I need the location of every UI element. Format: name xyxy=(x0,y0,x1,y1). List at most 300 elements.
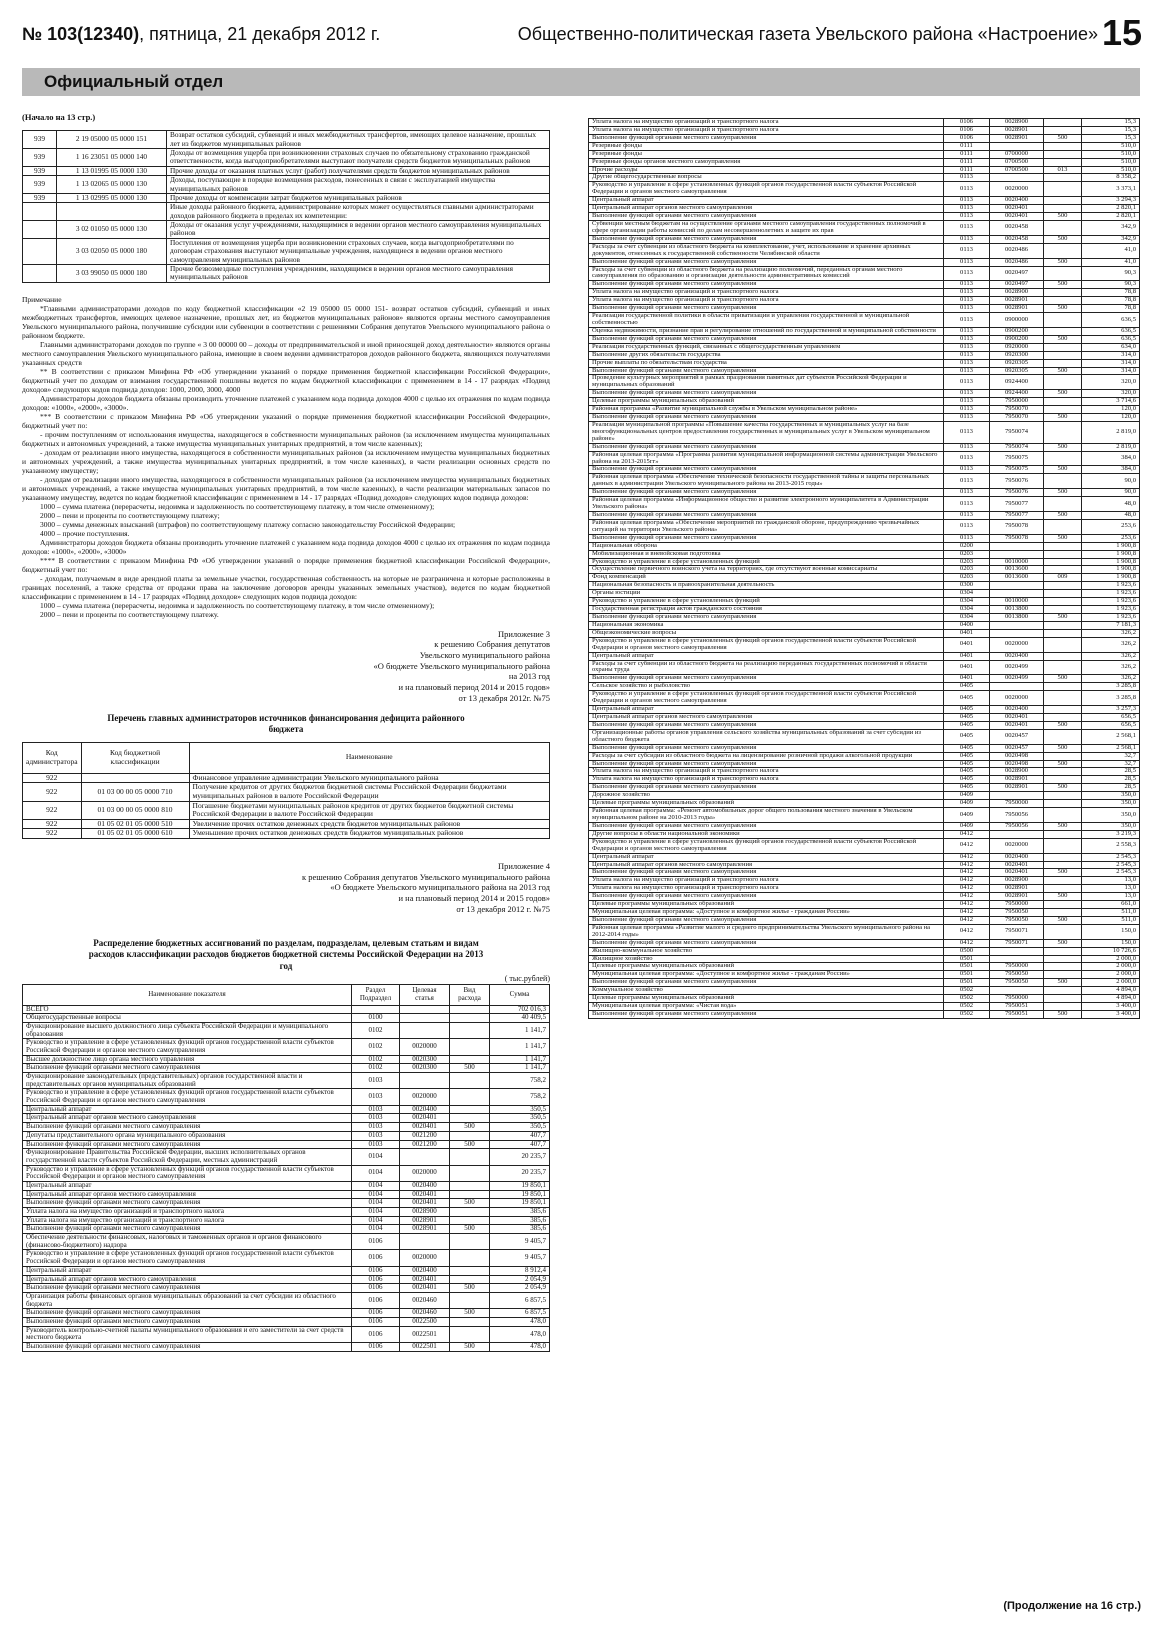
table-row xyxy=(589,534,1140,542)
sum-cell: 1 141,7 xyxy=(490,1055,550,1064)
header-name: Наименование xyxy=(189,742,549,773)
type-cell xyxy=(1044,174,1082,182)
name-cell: Уменьшение прочих остатков денежных средств бюджетов муниципальных районов xyxy=(189,829,549,839)
target-cell xyxy=(990,621,1044,629)
target-cell: 0020401 xyxy=(990,205,1044,213)
table-row xyxy=(589,939,1140,947)
target-cell xyxy=(400,1073,450,1089)
indicator-cell: ВСЕГО xyxy=(23,1005,352,1014)
target-cell: 7950000 xyxy=(990,800,1044,808)
section-cell: 0304 xyxy=(944,606,990,614)
target-cell: 0020486 xyxy=(990,258,1044,266)
type-cell xyxy=(1044,289,1082,297)
type-cell xyxy=(1044,706,1082,714)
right-column xyxy=(588,118,1140,1019)
type-cell xyxy=(1044,660,1082,675)
section-cell: 0304 xyxy=(944,614,990,622)
sum-cell: 478,0 xyxy=(490,1317,550,1326)
section-cell: 0113 xyxy=(944,205,990,213)
section-cell: 0401 xyxy=(944,652,990,660)
table-row xyxy=(589,158,1140,166)
type-cell: 500 xyxy=(1044,258,1082,266)
table-row xyxy=(589,150,1140,158)
sum-cell: 1 141,7 xyxy=(490,1064,550,1073)
type-cell xyxy=(1044,629,1082,637)
target-cell xyxy=(990,542,1044,550)
sum-cell: 2 545,3 xyxy=(1082,853,1140,861)
target-cell: 0020400 xyxy=(990,197,1044,205)
table-row xyxy=(589,343,1140,351)
appendix-line: на 2013 год xyxy=(508,671,550,682)
table-row xyxy=(23,1089,550,1105)
table-row xyxy=(589,474,1140,489)
sum-cell: 19 850,1 xyxy=(490,1181,550,1190)
sum-cell: 350,5 xyxy=(490,1123,550,1132)
indicator-cell: Сельское хозяйство и рыболовство xyxy=(589,683,944,691)
appendix-3-header xyxy=(22,629,550,703)
sum-cell: 1 900,8 xyxy=(1082,574,1140,582)
indicator-cell: Уплата налога на имущество организаций и транспортного налога xyxy=(589,297,944,305)
indicator-cell: Резервные фонды xyxy=(589,150,944,158)
sum-cell: 1 923,6 xyxy=(1082,614,1140,622)
type-cell xyxy=(1044,987,1082,995)
footnote-paragraph: Администраторы доходов бюджета обязаны производить уточнение платежей с указанием кода подвида доходов 4000 с целью их отражения по кодам подвида доходов: «1000», «2000», «3000». xyxy=(22,393,550,412)
section-cell: 0203 xyxy=(944,566,990,574)
target-cell: 7950071 xyxy=(990,939,1044,947)
sum-cell: 661,0 xyxy=(1082,901,1140,909)
section-cell: 0111 xyxy=(944,166,990,174)
indicator-cell: Реализация государственных функций, связанных с общегосударственным управлением xyxy=(589,343,944,351)
target-cell: 0020400 xyxy=(990,652,1044,660)
type-cell: 500 xyxy=(1044,414,1082,422)
section-cell: 0106 xyxy=(944,126,990,134)
sum-cell: 20 235,7 xyxy=(490,1165,550,1181)
indicator-cell: Руководство и управление в сфере установленных функций органов государственной власти субъектов Российской Федерации и органов местного самоуправления xyxy=(589,637,944,652)
description-cell: Доходы от возмещения ущерба при возникновении страховых случаев по обязательному страхованию гражданской ответственности, когда выгодоприобретателями выступают получатели средств бюджетов муниципальных районов xyxy=(167,148,550,166)
type-cell: 500 xyxy=(1044,614,1082,622)
indicator-cell: Выполнение функций органами местного самоуправления xyxy=(589,721,944,729)
indicator-cell: Уплата налога на имущество организаций и транспортного налога xyxy=(23,1216,352,1225)
section-cell: 0405 xyxy=(944,706,990,714)
section-cell: 0104 xyxy=(352,1225,400,1234)
section-cell: 0412 xyxy=(944,909,990,917)
sum-cell: 41,0 xyxy=(1082,243,1140,258)
section-cell: 0113 xyxy=(944,489,990,497)
sum-cell: 253,6 xyxy=(1082,534,1140,542)
target-cell: 7950074 xyxy=(990,421,1044,443)
section-cell: 0103 xyxy=(352,1073,400,1089)
note-title: Примечание xyxy=(22,294,62,304)
section-cell: 0103 xyxy=(352,1131,400,1140)
sum-cell: 1 900,8 xyxy=(1082,558,1140,566)
admin-code-cell: 922 xyxy=(23,773,82,783)
indicator-cell: Выполнение функций органами местного самоуправления xyxy=(589,534,944,542)
indicator-cell: Расходы за счет субвенции из областного бюджета на реализацию полномочий, переданных органам местного самоуправления по образованию и организации деятельности административных комиссий xyxy=(589,266,944,281)
type-cell: 500 xyxy=(1044,213,1082,221)
type-cell xyxy=(1044,768,1082,776)
type-cell: 500 xyxy=(450,1199,490,1208)
sum-cell: 510,0 xyxy=(1082,142,1140,150)
expenses-table-right xyxy=(588,118,1140,1019)
type-cell xyxy=(1044,519,1082,534)
section-cell: 0401 xyxy=(944,660,990,675)
table-row xyxy=(23,1039,550,1055)
indicator-cell: Выполнение функций органами местного самоуправления xyxy=(589,744,944,752)
section-cell: 0412 xyxy=(944,901,990,909)
type-cell xyxy=(1044,853,1082,861)
description-cell: Возврат остатков субсидий, субвенций и иных межбюджетных трансфертов, имеющих целевое назначение, прошлых лет из бюджетов муниципальных районов xyxy=(167,131,550,149)
target-cell: 0020300 xyxy=(400,1064,450,1073)
target-cell: 0010000 xyxy=(990,558,1044,566)
name-cell: Получение кредитов от других бюджетов бюджетной системы Российской Федерации бюджетами муниципальных районов в валюте Российской Федерации xyxy=(189,783,549,801)
sum-cell: 350,5 xyxy=(490,1114,550,1123)
target-cell: 7950000 xyxy=(990,398,1044,406)
sum-cell: 253,6 xyxy=(1082,519,1140,534)
section-cell: 0113 xyxy=(944,235,990,243)
sum-cell: 1 141,7 xyxy=(490,1039,550,1055)
target-cell: 0013800 xyxy=(990,606,1044,614)
indicator-cell: Центральный аппарат xyxy=(23,1105,352,1114)
target-cell: 0020457 xyxy=(990,729,1044,744)
target-cell: 7950050 xyxy=(990,971,1044,979)
table-row xyxy=(589,519,1140,534)
indicator-cell: Выполнение функций органами местного самоуправления xyxy=(589,335,944,343)
header-target: Целевая статья xyxy=(400,984,450,1005)
indicator-cell: Уплата налога на имущество организаций и транспортного налога xyxy=(589,119,944,127)
type-cell: 500 xyxy=(1044,916,1082,924)
section-cell: 0113 xyxy=(944,258,990,266)
footnote-paragraph: 2000 – пени и проценты по соответствующему платежу. xyxy=(40,609,219,619)
target-cell: 7950056 xyxy=(990,822,1044,830)
table-row xyxy=(589,220,1140,235)
type-cell xyxy=(1044,582,1082,590)
type-cell xyxy=(1044,343,1082,351)
sum-cell: 511,0 xyxy=(1082,909,1140,917)
indicator-cell: Общеэкономические вопросы xyxy=(589,629,944,637)
sum-cell: 342,9 xyxy=(1082,220,1140,235)
admin-code-cell: 939 xyxy=(23,176,57,194)
indicator-cell: Уплата налога на имущество организаций и транспортного налога xyxy=(589,776,944,784)
section-cell: 0401 xyxy=(944,637,990,652)
table-row xyxy=(23,1181,550,1190)
section-cell: 0113 xyxy=(944,443,990,451)
type-cell: 500 xyxy=(1044,869,1082,877)
indicator-cell: Другие общегосударственные вопросы xyxy=(589,174,944,182)
target-cell: 0028901 xyxy=(990,134,1044,142)
sum-cell: 1 923,6 xyxy=(1082,606,1140,614)
section-band xyxy=(22,68,1140,96)
type-cell: 500 xyxy=(1044,822,1082,830)
sum-cell: 2 000,0 xyxy=(1082,963,1140,971)
target-cell: 7950056 xyxy=(990,808,1044,823)
target-cell: 7950074 xyxy=(990,443,1044,451)
target-cell: 0700500 xyxy=(990,158,1044,166)
target-cell xyxy=(990,582,1044,590)
target-cell xyxy=(990,142,1044,150)
target-cell: 0020498 xyxy=(990,752,1044,760)
type-cell xyxy=(1044,621,1082,629)
target-cell: 0924400 xyxy=(990,390,1044,398)
indicator-cell: Муниципальная целевая программа: «Чистая вода» xyxy=(589,1003,944,1011)
section-cell: 0106 xyxy=(352,1266,400,1275)
target-cell: 0028900 xyxy=(990,289,1044,297)
type-cell xyxy=(1044,792,1082,800)
sum-cell: 478,0 xyxy=(490,1326,550,1342)
indicator-cell: Выполнение функций органами местного самоуправления xyxy=(23,1343,352,1352)
target-cell xyxy=(400,1022,450,1038)
target-cell: 0020499 xyxy=(990,675,1044,683)
sum-cell: 314,0 xyxy=(1082,359,1140,367)
footnotes xyxy=(22,295,550,619)
sum-cell: 326,2 xyxy=(1082,660,1140,675)
budget-code-cell xyxy=(81,773,189,783)
sum-cell: 8 358,2 xyxy=(1082,174,1140,182)
type-cell xyxy=(1044,542,1082,550)
target-cell: 0021200 xyxy=(400,1131,450,1140)
type-cell: 500 xyxy=(1044,281,1082,289)
target-cell: 0020401 xyxy=(400,1123,450,1132)
section-cell: 0405 xyxy=(944,729,990,744)
sum-cell: 1 923,6 xyxy=(1082,582,1140,590)
indicator-cell: Функционирование высшего должностного лица субъекта Российской Федерации и муниципального образования xyxy=(23,1022,352,1038)
table-row xyxy=(589,258,1140,266)
indicator-cell: Руководство и управление в сфере установленных функций органов государственной власти субъектов Российской Федерации и органов местного самоуправления xyxy=(589,691,944,706)
footnote-paragraph: 3000 – суммы денежных взысканий (штрафов) по соответствующему платежу согласно законодательству Российской Федерации; xyxy=(40,519,456,529)
type-cell: 500 xyxy=(1044,534,1082,542)
type-cell: 500 xyxy=(450,1284,490,1293)
type-cell xyxy=(1044,182,1082,197)
sum-cell: 78,8 xyxy=(1082,305,1140,313)
section-cell: 0104 xyxy=(352,1190,400,1199)
section-cell: 0113 xyxy=(944,327,990,335)
indicator-cell: Центральный аппарат органов местного самоуправления xyxy=(589,713,944,721)
indicator-cell: Районная целевая программа «Обеспечение мероприятий по гражданской обороне, предупреждению чрезвычайных ситуаций на территории Увельского района» xyxy=(589,519,944,534)
sum-cell: 32,7 xyxy=(1082,752,1140,760)
target-cell: 7950051 xyxy=(990,1003,1044,1011)
table-row xyxy=(589,784,1140,792)
indicator-cell: Национальная оборона xyxy=(589,542,944,550)
sum-cell: 326,2 xyxy=(1082,675,1140,683)
target-cell: 0020499 xyxy=(990,660,1044,675)
appendix-line: «О бюджете Увельского муниципального района xyxy=(373,660,550,671)
section-cell: 0104 xyxy=(352,1181,400,1190)
indicator-cell: Осуществление первичного воинского учета на территориях, где отсутствуют военные комиссариаты xyxy=(589,566,944,574)
target-cell: 0020000 xyxy=(990,637,1044,652)
section-cell: 0113 xyxy=(944,313,990,328)
target-cell: 0028900 xyxy=(990,119,1044,127)
indicator-cell: Прочие выплаты по обязательствам государства xyxy=(589,359,944,367)
sum-cell: 48,0 xyxy=(1082,512,1140,520)
section-cell: 0106 xyxy=(352,1317,400,1326)
section-cell: 0104 xyxy=(352,1149,400,1165)
section-cell: 0106 xyxy=(944,119,990,127)
type-cell xyxy=(450,1292,490,1308)
indicator-cell: Выполнение функций органами местного самоуправления xyxy=(23,1317,352,1326)
target-cell: 0020401 xyxy=(400,1114,450,1123)
type-cell xyxy=(1044,947,1082,955)
target-cell: 7950075 xyxy=(990,466,1044,474)
header-sum: Сумма xyxy=(490,984,550,1005)
admin-code-cell xyxy=(23,265,57,283)
indicator-cell: Функционирование законодательных (представительных) органов государственной власти и представительных органов муниципальных образований xyxy=(23,1073,352,1089)
table-row xyxy=(589,1011,1140,1019)
type-cell xyxy=(450,1105,490,1114)
section-cell: 0405 xyxy=(944,784,990,792)
section-cell: 0113 xyxy=(944,390,990,398)
sum-cell: 28,5 xyxy=(1082,776,1140,784)
target-cell xyxy=(990,683,1044,691)
sum-cell: 2 820,1 xyxy=(1082,213,1140,221)
header-admin-code: Код администратора xyxy=(23,742,82,773)
type-cell xyxy=(450,1181,490,1190)
indicator-cell: Центральный аппарат xyxy=(589,853,944,861)
section-cell: 0200 xyxy=(944,542,990,550)
section-cell: 0401 xyxy=(944,675,990,683)
indicator-cell: Руководство и управление в сфере установленных функций xyxy=(589,558,944,566)
indicator-cell: Выполнение функций органами местного самоуправления xyxy=(589,443,944,451)
sum-cell: 1 900,8 xyxy=(1082,566,1140,574)
sum-cell: 9 405,7 xyxy=(490,1234,550,1250)
indicator-cell: Дорожное хозяйство xyxy=(589,792,944,800)
target-cell: 7950075 xyxy=(990,451,1044,466)
table-row xyxy=(23,1343,550,1352)
type-cell xyxy=(1044,220,1082,235)
indicator-cell: Уплата налога на имущество организаций и транспортного налога xyxy=(589,885,944,893)
sum-cell: 407,7 xyxy=(490,1131,550,1140)
type-cell xyxy=(450,1022,490,1038)
target-cell: 0013600 xyxy=(990,574,1044,582)
sum-cell: 636,5 xyxy=(1082,313,1140,328)
budget-code-cell: 1 16 23051 05 0000 140 xyxy=(57,148,167,166)
indicator-cell: Жилищно-коммунальное хозяйство xyxy=(589,947,944,955)
target-cell: 0020401 xyxy=(990,713,1044,721)
type-cell: 500 xyxy=(1044,893,1082,901)
target-cell: 0022500 xyxy=(400,1317,450,1326)
indicator-cell: Целевые программы муниципальных образований xyxy=(589,901,944,909)
sum-cell: 15,3 xyxy=(1082,119,1140,127)
table-row xyxy=(589,142,1140,150)
type-cell xyxy=(1044,497,1082,512)
appendix-3-title: Перечень главных администраторов источников финансирования дефицита районного бюджета xyxy=(107,713,465,735)
table-row xyxy=(589,351,1140,359)
type-cell xyxy=(450,1039,490,1055)
section-cell: 0502 xyxy=(944,1011,990,1019)
indicator-cell: Руководитель контрольно-счетной палаты муниципального образования и его заместители за счет средств местного бюджета xyxy=(23,1326,352,1342)
type-cell: 500 xyxy=(450,1064,490,1073)
masthead xyxy=(22,12,1142,62)
type-cell xyxy=(1044,901,1082,909)
indicator-cell: Обеспечение деятельности финансовых, налоговых и таможенных органов и органов финансового (финансово-бюджетного) надзора xyxy=(23,1234,352,1250)
type-cell: 500 xyxy=(450,1225,490,1234)
indicator-cell: Центральный аппарат органов местного самоуправления xyxy=(589,861,944,869)
section-cell: 0412 xyxy=(944,939,990,947)
sum-cell: 350,0 xyxy=(1082,792,1140,800)
sum-cell: 314,0 xyxy=(1082,367,1140,375)
sum-cell: 48,0 xyxy=(1082,497,1140,512)
section-cell: 0113 xyxy=(944,359,990,367)
target-cell: 0020401 xyxy=(990,869,1044,877)
indicator-cell: Районная целевая программа «Программа развития муниципальной информационной системы администрации Увельского района на 2013-2015гг» xyxy=(589,451,944,466)
sum-cell: 2 000,0 xyxy=(1082,971,1140,979)
section-cell: 0412 xyxy=(944,893,990,901)
sum-cell: 320,0 xyxy=(1082,390,1140,398)
target-cell: 0920300 xyxy=(990,351,1044,359)
sum-cell: 407,7 xyxy=(490,1140,550,1149)
target-cell: 0028901 xyxy=(990,297,1044,305)
indicator-cell: Организационные работы органов управления сельского хозяйства муниципальных образований за счет субсидии из областного бюджета xyxy=(589,729,944,744)
indicator-cell: Жилищное хозяйство xyxy=(589,955,944,963)
section-cell: 0405 xyxy=(944,768,990,776)
indicator-cell: Оценка недвижимости, признание прав и регулирование отношений по государственной и муниципальной собственности xyxy=(589,327,944,335)
target-cell: 0028901 xyxy=(990,784,1044,792)
sum-cell: 634,0 xyxy=(1082,343,1140,351)
target-cell: 0020000 xyxy=(990,691,1044,706)
target-cell: 0920000 xyxy=(990,343,1044,351)
footnote-paragraph: 2000 – пени и проценты по соответствующему платежу; xyxy=(40,510,220,520)
sum-cell: 1 141,7 xyxy=(490,1022,550,1038)
target-cell: 0020401 xyxy=(400,1284,450,1293)
expenses-table-left xyxy=(22,984,550,1352)
indicator-cell: Субвенции местным бюджетам на осуществление органами местного самоуправления государственных полномочий в сфере организации работы комиссий по делам несовершеннолетних и защите их прав xyxy=(589,220,944,235)
target-cell: 0022501 xyxy=(400,1326,450,1342)
description-cell: Доходы, поступающие в порядке возмещения расходов, понесенных в связи с эксплуатацией имущества муниципальных районов xyxy=(167,176,550,194)
budget-code-cell: 01 05 02 01 05 0000 610 xyxy=(81,829,189,839)
table-row xyxy=(23,148,550,166)
budget-code-cell: 3 03 02050 05 0000 180 xyxy=(57,238,167,264)
budget-code-cell: 01 05 02 01 05 0000 510 xyxy=(81,819,189,829)
target-cell: 7950071 xyxy=(990,924,1044,939)
footnote-paragraph: Администраторы доходов бюджета обязаны производить уточнение платежей с указанием кода подвида доходов 4000 с целью их отражения по кодам подвида доходов: «1000», «2000», «3000» xyxy=(22,537,550,556)
type-cell: 500 xyxy=(450,1343,490,1352)
appendix-line: к решению Собрания депутатов xyxy=(434,639,550,650)
type-cell: 500 xyxy=(1044,675,1082,683)
sum-cell: 19 850,1 xyxy=(490,1199,550,1208)
target-cell xyxy=(990,174,1044,182)
section-cell: 0106 xyxy=(352,1292,400,1308)
appendix-line: и на плановый период 2014 и 2015 годов» xyxy=(398,892,550,903)
indicator-cell: Общегосударственные вопросы xyxy=(23,1014,352,1023)
table-row xyxy=(589,691,1140,706)
sum-cell: 3 219,3 xyxy=(1082,830,1140,838)
sum-cell: 90,3 xyxy=(1082,266,1140,281)
sum-cell: 314,0 xyxy=(1082,351,1140,359)
section-cell: 0106 xyxy=(352,1309,400,1318)
indicator-cell: Руководство и управление в сфере установленных функций органов государственной власти субъектов Российской Федерации и органов местного самоуправления xyxy=(23,1250,352,1266)
type-cell xyxy=(450,1250,490,1266)
section-cell: 0113 xyxy=(944,414,990,422)
type-cell: 500 xyxy=(1044,1011,1082,1019)
target-cell: 7950078 xyxy=(990,534,1044,542)
admin-code-cell xyxy=(23,221,57,239)
type-cell xyxy=(1044,150,1082,158)
type-cell: 500 xyxy=(450,1309,490,1318)
sum-cell: 384,0 xyxy=(1082,466,1140,474)
sum-cell: 13,0 xyxy=(1082,885,1140,893)
sum-cell: 510,0 xyxy=(1082,166,1140,174)
indicator-cell: Выполнение функций органами местного самоуправления xyxy=(589,281,944,289)
indicator-cell: Выполнение функций органами местного самоуправления xyxy=(589,1011,944,1019)
target-cell: 0028901 xyxy=(400,1216,450,1225)
table-row xyxy=(23,1131,550,1140)
name-cell: Финансовое управление администрации Увельского муниципального района xyxy=(189,773,549,783)
section-cell: 0501 xyxy=(944,955,990,963)
indicator-cell: Выполнение функций органами местного самоуправления xyxy=(589,939,944,947)
type-cell xyxy=(450,1073,490,1089)
budget-code-cell: 01 03 00 00 05 0000 710 xyxy=(81,783,189,801)
type-cell xyxy=(450,1266,490,1275)
sources-table xyxy=(22,742,550,839)
indicator-cell: Выполнение функций органами местного самоуправления xyxy=(23,1140,352,1149)
